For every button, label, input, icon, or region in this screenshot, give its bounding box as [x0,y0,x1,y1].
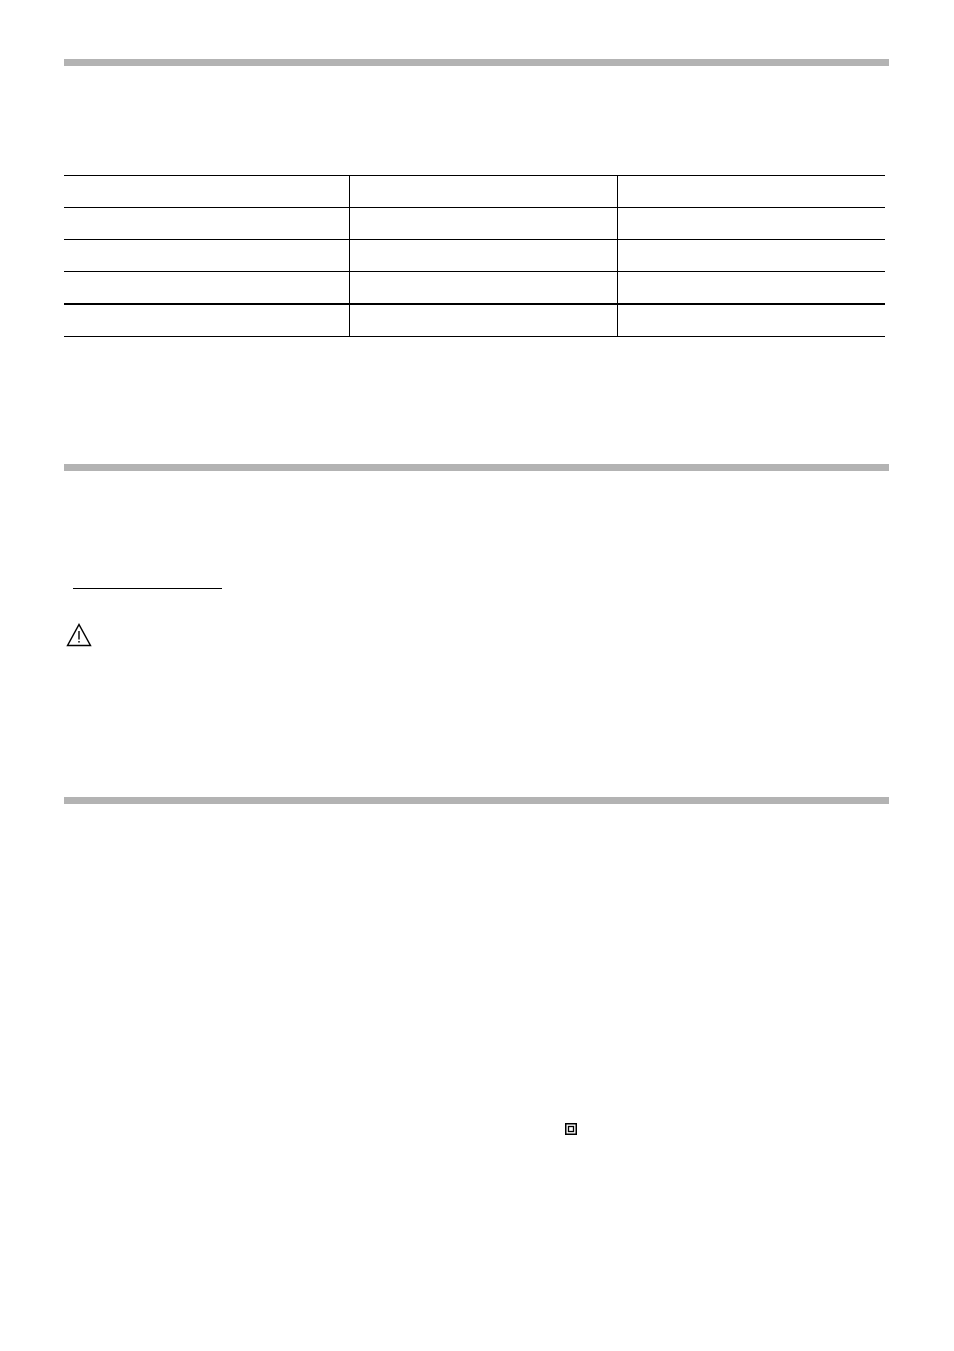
table-row [64,240,885,272]
table-cell [64,208,349,240]
section-divider-1 [64,59,889,66]
spec-table [64,175,885,337]
table-cell [64,272,349,305]
table-cell [617,240,885,272]
double-insulation-icon [565,1122,577,1134]
section-divider-2 [64,464,889,471]
table-cell [64,176,349,208]
table-cell [64,240,349,272]
table-row [64,304,885,337]
section-divider-3 [64,797,889,804]
table-cell [349,304,617,337]
table-cell [617,272,885,305]
table-cell [349,240,617,272]
table-cell [64,304,349,337]
table-cell [617,208,885,240]
table-cell [349,272,617,305]
table-row [64,208,885,240]
table-row [64,176,885,208]
table-row [64,272,885,305]
table-cell [617,176,885,208]
table-cell [617,304,885,337]
underlined-subheading [73,574,222,589]
warning-triangle-icon [66,623,92,647]
table-cell [349,208,617,240]
table-cell [349,176,617,208]
